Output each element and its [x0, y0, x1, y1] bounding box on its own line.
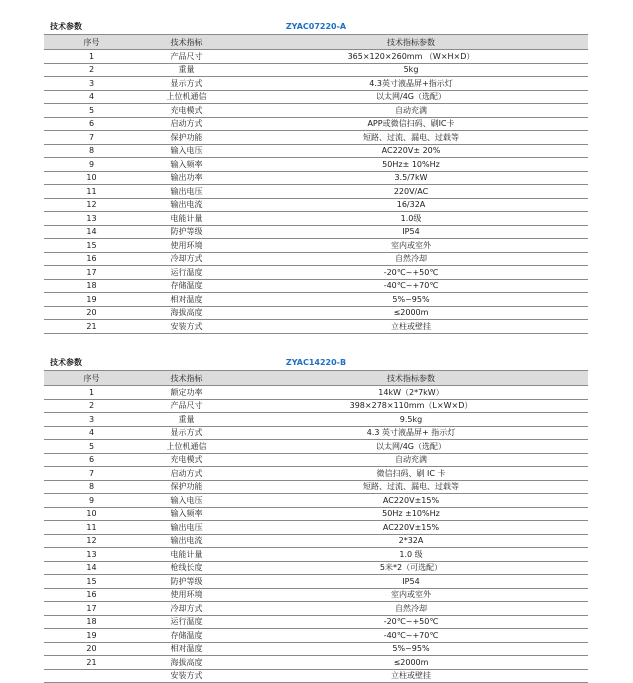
row-item: 产品尺寸 [139, 399, 234, 413]
row-value: 自动充满 [234, 104, 588, 118]
spec-section-b [44, 356, 588, 683]
row-item: 输入频率 [139, 507, 234, 521]
row-item: 显示方式 [139, 426, 234, 440]
table-row [44, 77, 588, 91]
row-value: 立柱或壁挂 [234, 320, 588, 334]
row-index: 16 [44, 588, 139, 602]
row-item: 保护功能 [139, 131, 234, 145]
spec-table-b [44, 370, 588, 683]
row-item: 上位机通信 [139, 90, 234, 104]
row-value: 220V/AC [234, 185, 588, 199]
row-item: 相对温度 [139, 293, 234, 307]
table-row [44, 239, 588, 253]
row-value: 1.0 级 [234, 548, 588, 562]
row-value: 微信扫码、刷 IC 卡 [234, 467, 588, 481]
table-row [44, 117, 588, 131]
row-index: 19 [44, 293, 139, 307]
row-index: 4 [44, 90, 139, 104]
row-value: 4.3 英寸液晶屏+ 指示灯 [234, 426, 588, 440]
row-item: 输出电压 [139, 521, 234, 535]
row-item: 使用环境 [139, 239, 234, 253]
row-index: 5 [44, 440, 139, 454]
model-number: ZYAC14220-B [285, 358, 347, 367]
row-index: 14 [44, 225, 139, 239]
row-item: 电能计量 [139, 212, 234, 226]
row-value: IP54 [234, 225, 588, 239]
row-item: 产品尺寸 [139, 50, 234, 64]
row-value: 3.5/7kW [234, 171, 588, 185]
row-item: 海拔高度 [139, 656, 234, 670]
row-index: 4 [44, 426, 139, 440]
table-header-row [44, 371, 588, 386]
row-index: 8 [44, 144, 139, 158]
row-index: 10 [44, 507, 139, 521]
row-item: 输入电压 [139, 494, 234, 508]
row-index: 1 [44, 386, 139, 400]
row-value: 365×120×260mm （W×H×D） [234, 50, 588, 64]
row-index: 15 [44, 575, 139, 589]
section-title: 技术参数 [50, 22, 82, 31]
row-index: 20 [44, 642, 139, 656]
table-row [44, 279, 588, 293]
row-value: 16/32A [234, 198, 588, 212]
row-value: 14kW（2*7kW） [234, 386, 588, 400]
table-row [44, 669, 588, 683]
row-index [44, 669, 139, 683]
row-value: 短路、过流、漏电、过载等 [234, 480, 588, 494]
row-item: 上位机通信 [139, 440, 234, 454]
table-row [44, 426, 588, 440]
row-index: 1 [44, 50, 139, 64]
table-row [44, 266, 588, 280]
table-header-row [44, 35, 588, 50]
row-index: 11 [44, 185, 139, 199]
table-row [44, 50, 588, 64]
row-index: 7 [44, 131, 139, 145]
table-row [44, 225, 588, 239]
table-row [44, 440, 588, 454]
table-row [44, 63, 588, 77]
table-row [44, 198, 588, 212]
row-value: 5米*2（可选配） [234, 561, 588, 575]
row-value: -20℃~+50℃ [234, 615, 588, 629]
row-index: 18 [44, 615, 139, 629]
row-item: 存储温度 [139, 279, 234, 293]
row-item: 重量 [139, 63, 234, 77]
row-index: 18 [44, 279, 139, 293]
row-index: 13 [44, 548, 139, 562]
row-index: 2 [44, 63, 139, 77]
row-item: 充电模式 [139, 104, 234, 118]
row-item: 显示方式 [139, 77, 234, 91]
table-row [44, 615, 588, 629]
row-item: 海拔高度 [139, 306, 234, 320]
row-item: 防护等级 [139, 575, 234, 589]
row-item: 安装方式 [139, 669, 234, 683]
row-item: 冷却方式 [139, 252, 234, 266]
row-item: 保护功能 [139, 480, 234, 494]
row-item: 使用环境 [139, 588, 234, 602]
model-number: ZYAC07220-A [285, 22, 347, 31]
table-row [44, 399, 588, 413]
table-row [44, 386, 588, 400]
row-item: 重量 [139, 413, 234, 427]
table-row [44, 144, 588, 158]
row-index: 21 [44, 320, 139, 334]
row-item: 运行温度 [139, 615, 234, 629]
row-index: 9 [44, 158, 139, 172]
row-index: 19 [44, 629, 139, 643]
header-value: 技术指标参数 [234, 35, 588, 50]
row-item: 冷却方式 [139, 602, 234, 616]
table-row [44, 131, 588, 145]
table-row [44, 171, 588, 185]
table-row [44, 90, 588, 104]
row-value: 9.5kg [234, 413, 588, 427]
table-row [44, 642, 588, 656]
row-item: 输入频率 [139, 158, 234, 172]
table-row [44, 588, 588, 602]
row-index: 13 [44, 212, 139, 226]
row-item: 启动方式 [139, 467, 234, 481]
row-value: ≤2000m [234, 656, 588, 670]
row-value: 室内或室外 [234, 588, 588, 602]
row-index: 7 [44, 467, 139, 481]
row-index: 14 [44, 561, 139, 575]
header-index: 序号 [44, 371, 139, 386]
row-value: ≤2000m [234, 306, 588, 320]
row-value: 自然冷却 [234, 602, 588, 616]
table-row [44, 602, 588, 616]
row-item: 电能计量 [139, 548, 234, 562]
table-row [44, 413, 588, 427]
row-index: 5 [44, 104, 139, 118]
table-row [44, 158, 588, 172]
table-row [44, 212, 588, 226]
row-value: AC220V± 20% [234, 144, 588, 158]
row-index: 3 [44, 77, 139, 91]
section-title: 技术参数 [50, 358, 82, 367]
row-index: 17 [44, 602, 139, 616]
table-row [44, 104, 588, 118]
row-value: 自动充满 [234, 453, 588, 467]
row-item: 枪线长度 [139, 561, 234, 575]
table-row [44, 252, 588, 266]
row-index: 6 [44, 453, 139, 467]
table-row [44, 306, 588, 320]
header-value: 技术指标参数 [234, 371, 588, 386]
row-value: 398×278×110mm（L×W×D） [234, 399, 588, 413]
row-value: 1.0级 [234, 212, 588, 226]
table-row [44, 185, 588, 199]
table-row [44, 575, 588, 589]
row-index: 8 [44, 480, 139, 494]
header-index: 序号 [44, 35, 139, 50]
row-value: 立柱或壁挂 [234, 669, 588, 683]
row-index: 12 [44, 198, 139, 212]
row-item: 运行温度 [139, 266, 234, 280]
row-value: AC220V±15% [234, 494, 588, 508]
row-value: 5kg [234, 63, 588, 77]
section-header [44, 356, 588, 370]
row-value: 50Hz ±10%Hz [234, 507, 588, 521]
row-value: -20℃~+50℃ [234, 266, 588, 280]
row-value: 自然冷却 [234, 252, 588, 266]
table-row [44, 453, 588, 467]
row-value: 4.3英寸液晶屏+指示灯 [234, 77, 588, 91]
row-item: 输出电流 [139, 198, 234, 212]
row-item: 输出功率 [139, 171, 234, 185]
row-index: 6 [44, 117, 139, 131]
row-item: 输出电流 [139, 534, 234, 548]
row-item: 防护等级 [139, 225, 234, 239]
table-row [44, 561, 588, 575]
spec-table-a [44, 34, 588, 334]
row-index: 15 [44, 239, 139, 253]
header-item: 技术指标 [139, 35, 234, 50]
row-item: 输出电压 [139, 185, 234, 199]
row-value: AC220V±15% [234, 521, 588, 535]
row-index: 20 [44, 306, 139, 320]
row-value: 以太网/4G（选配） [234, 90, 588, 104]
table-row [44, 548, 588, 562]
row-item: 相对温度 [139, 642, 234, 656]
row-item: 启动方式 [139, 117, 234, 131]
row-index: 3 [44, 413, 139, 427]
table-row [44, 534, 588, 548]
row-index: 9 [44, 494, 139, 508]
row-value: 室内或室外 [234, 239, 588, 253]
row-value: -40℃~+70℃ [234, 279, 588, 293]
table-row [44, 467, 588, 481]
row-index: 16 [44, 252, 139, 266]
table-row [44, 629, 588, 643]
row-index: 10 [44, 171, 139, 185]
row-index: 17 [44, 266, 139, 280]
row-value: 以太网/4G（选配） [234, 440, 588, 454]
row-item: 存储温度 [139, 629, 234, 643]
table-row [44, 480, 588, 494]
row-value: 50Hz± 10%Hz [234, 158, 588, 172]
row-item: 输入电压 [139, 144, 234, 158]
row-value: 5%~95% [234, 642, 588, 656]
row-value: 2*32A [234, 534, 588, 548]
table-row [44, 293, 588, 307]
section-header [44, 20, 588, 34]
row-index: 11 [44, 521, 139, 535]
table-body [44, 386, 588, 683]
row-item: 安装方式 [139, 320, 234, 334]
row-item: 额定功率 [139, 386, 234, 400]
table-body [44, 50, 588, 334]
row-item: 充电模式 [139, 453, 234, 467]
row-value: IP54 [234, 575, 588, 589]
table-row [44, 507, 588, 521]
row-index: 21 [44, 656, 139, 670]
table-row [44, 656, 588, 670]
table-row [44, 320, 588, 334]
row-value: -40℃~+70℃ [234, 629, 588, 643]
header-item: 技术指标 [139, 371, 234, 386]
row-index: 12 [44, 534, 139, 548]
table-row [44, 494, 588, 508]
row-value: 短路、过流、漏电、过载等 [234, 131, 588, 145]
row-value: 5%~95% [234, 293, 588, 307]
spec-section-a [44, 20, 588, 334]
table-row [44, 521, 588, 535]
row-value: APP或微信扫码、刷IC卡 [234, 117, 588, 131]
row-index: 2 [44, 399, 139, 413]
